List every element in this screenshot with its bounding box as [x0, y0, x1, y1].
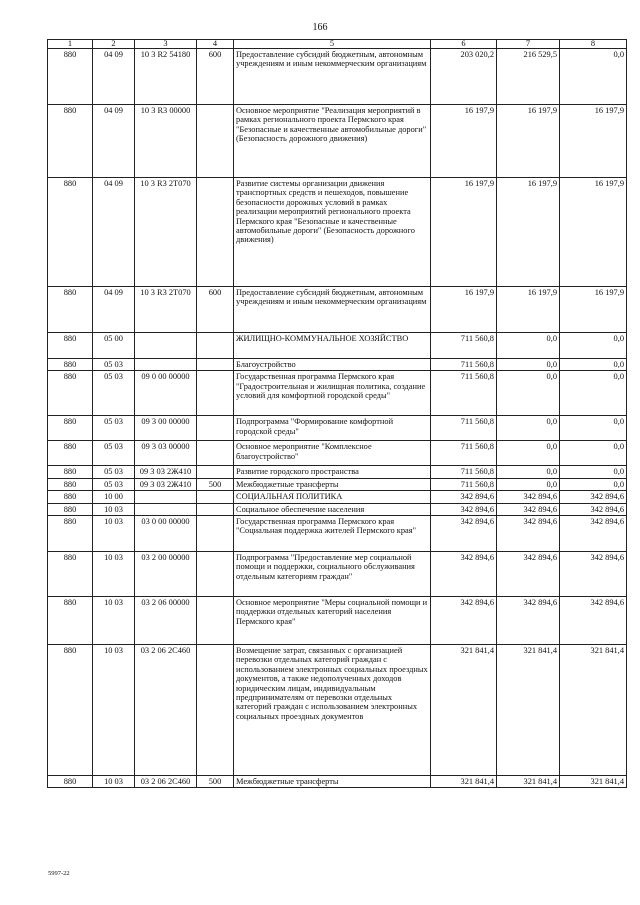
amount-year3-cell: 342 894,6	[560, 597, 627, 645]
item-name-cell: Подпрограмма "Формирование комфортной городской среды"	[234, 416, 431, 441]
table-row	[48, 359, 627, 371]
column-header: 8	[560, 40, 627, 49]
table-row	[48, 491, 627, 503]
table-row	[48, 333, 627, 359]
item-name-cell: Основное мероприятие "Меры социальной помощи и поддержки отдельных категорий населения Пермского края"	[234, 597, 431, 645]
document-code: 5997-22	[48, 870, 70, 877]
table-row	[48, 441, 627, 466]
amount-year2-cell: 0,0	[497, 478, 560, 490]
amount-year3-cell: 16 197,9	[560, 105, 627, 178]
item-name-cell: Подпрограмма "Предоставление мер социальной помощи и поддержки, социального обслуживания отдельным категориям граждан"	[234, 552, 431, 597]
table-header-row	[48, 40, 627, 49]
amount-year2-cell: 16 197,9	[497, 105, 560, 178]
amount-year2-cell: 0,0	[497, 333, 560, 359]
expense-type-cell	[197, 491, 234, 503]
table-row	[48, 371, 627, 416]
target-article-cell	[135, 333, 197, 359]
ministry-code-cell: 880	[48, 503, 93, 515]
section-code-cell: 10 03	[93, 552, 135, 597]
amount-year3-cell: 0,0	[560, 371, 627, 416]
amount-year2-cell: 321 841,4	[497, 645, 560, 776]
item-name-cell: Предоставление субсидий бюджетным, автономным учреждениям и иным некоммерческим организациям	[234, 287, 431, 333]
table-row	[48, 287, 627, 333]
section-code-cell: 10 03	[93, 597, 135, 645]
amount-year3-cell: 342 894,6	[560, 503, 627, 515]
item-name-cell: Развитие городского пространства	[234, 466, 431, 478]
expense-type-cell	[197, 503, 234, 515]
ministry-code-cell: 880	[48, 516, 93, 552]
item-name-cell: ЖИЛИЩНО-КОММУНАЛЬНОЕ ХОЗЯЙСТВО	[234, 333, 431, 359]
amount-year2-cell: 0,0	[497, 466, 560, 478]
section-code-cell: 04 09	[93, 178, 135, 287]
ministry-code-cell: 880	[48, 105, 93, 178]
amount-year1-cell: 16 197,9	[431, 178, 497, 287]
amount-year2-cell: 321 841,4	[497, 776, 560, 788]
item-name-cell: Развитие системы организации движения транспортных средств и пешеходов, повышение безопасности дорожных условий в рамках реализации мероприятий регионального проекта Пермского края "Безопасные и качественные автомобильные дороги" (Безопасность дорожного движения)	[234, 178, 431, 287]
column-header: 3	[135, 40, 197, 49]
column-header: 1	[48, 40, 93, 49]
expense-type-cell: 500	[197, 478, 234, 490]
item-name-cell: Государственная программа Пермского края "Социальная поддержка жителей Пермского края"	[234, 516, 431, 552]
expense-type-cell	[197, 645, 234, 776]
ministry-code-cell: 880	[48, 359, 93, 371]
column-header: 4	[197, 40, 234, 49]
target-article-cell: 09 3 00 00000	[135, 416, 197, 441]
amount-year2-cell: 216 529,5	[497, 49, 560, 105]
amount-year2-cell: 342 894,6	[497, 552, 560, 597]
amount-year3-cell: 342 894,6	[560, 491, 627, 503]
amount-year1-cell: 16 197,9	[431, 287, 497, 333]
amount-year1-cell: 342 894,6	[431, 491, 497, 503]
ministry-code-cell: 880	[48, 552, 93, 597]
expense-type-cell	[197, 416, 234, 441]
amount-year3-cell: 0,0	[560, 478, 627, 490]
amount-year2-cell: 0,0	[497, 416, 560, 441]
amount-year3-cell: 0,0	[560, 333, 627, 359]
expense-type-cell	[197, 466, 234, 478]
ministry-code-cell: 880	[48, 597, 93, 645]
section-code-cell: 05 03	[93, 478, 135, 490]
amount-year3-cell: 16 197,9	[560, 287, 627, 333]
amount-year1-cell: 342 894,6	[431, 552, 497, 597]
amount-year1-cell: 711 560,8	[431, 371, 497, 416]
amount-year1-cell: 711 560,8	[431, 333, 497, 359]
amount-year2-cell: 342 894,6	[497, 503, 560, 515]
ministry-code-cell: 880	[48, 491, 93, 503]
ministry-code-cell: 880	[48, 416, 93, 441]
amount-year1-cell: 711 560,8	[431, 466, 497, 478]
ministry-code-cell: 880	[48, 178, 93, 287]
table-row	[48, 597, 627, 645]
amount-year2-cell: 342 894,6	[497, 597, 560, 645]
amount-year3-cell: 0,0	[560, 466, 627, 478]
ministry-code-cell: 880	[48, 466, 93, 478]
target-article-cell: 09 3 03 2Ж410	[135, 466, 197, 478]
expense-type-cell	[197, 441, 234, 466]
amount-year1-cell: 711 560,8	[431, 416, 497, 441]
amount-year3-cell: 321 841,4	[560, 776, 627, 788]
target-article-cell: 09 3 03 2Ж410	[135, 478, 197, 490]
target-article-cell: 09 0 00 00000	[135, 371, 197, 416]
item-name-cell: Основное мероприятие "Реализация мероприятий в рамках регионального проекта Пермского края "Безопасные и качественные автомобильные дороги" (Безопасность дорожного движения)	[234, 105, 431, 178]
item-name-cell: СОЦИАЛЬНАЯ ПОЛИТИКА	[234, 491, 431, 503]
ministry-code-cell: 880	[48, 49, 93, 105]
section-code-cell: 04 09	[93, 105, 135, 178]
item-name-cell: Межбюджетные трансферты	[234, 776, 431, 788]
amount-year2-cell: 0,0	[497, 371, 560, 416]
amount-year3-cell: 321 841,4	[560, 645, 627, 776]
section-code-cell: 05 03	[93, 416, 135, 441]
amount-year1-cell: 342 894,6	[431, 503, 497, 515]
target-article-cell: 03 2 06 2С460	[135, 645, 197, 776]
amount-year1-cell: 321 841,4	[431, 776, 497, 788]
target-article-cell: 10 3 R3 2Т070	[135, 287, 197, 333]
column-header: 5	[234, 40, 431, 49]
target-article-cell: 10 3 R3 00000	[135, 105, 197, 178]
amount-year3-cell: 0,0	[560, 416, 627, 441]
amount-year2-cell: 16 197,9	[497, 178, 560, 287]
target-article-cell	[135, 503, 197, 515]
amount-year3-cell: 0,0	[560, 49, 627, 105]
section-code-cell: 04 09	[93, 49, 135, 105]
ministry-code-cell: 880	[48, 645, 93, 776]
amount-year3-cell: 16 197,9	[560, 178, 627, 287]
table-row	[48, 178, 627, 287]
expense-type-cell	[197, 178, 234, 287]
table-row	[48, 776, 627, 788]
table-row	[48, 478, 627, 490]
section-code-cell: 05 03	[93, 466, 135, 478]
amount-year2-cell: 0,0	[497, 359, 560, 371]
table-row	[48, 516, 627, 552]
ministry-code-cell: 880	[48, 371, 93, 416]
section-code-cell: 10 00	[93, 491, 135, 503]
amount-year1-cell: 711 560,8	[431, 478, 497, 490]
item-name-cell: Основное мероприятие "Комплексное благоустройство"	[234, 441, 431, 466]
table-row	[48, 466, 627, 478]
amount-year2-cell: 342 894,6	[497, 516, 560, 552]
section-code-cell: 10 03	[93, 776, 135, 788]
column-header: 6	[431, 40, 497, 49]
amount-year2-cell: 342 894,6	[497, 491, 560, 503]
ministry-code-cell: 880	[48, 776, 93, 788]
target-article-cell: 03 2 00 00000	[135, 552, 197, 597]
amount-year1-cell: 321 841,4	[431, 645, 497, 776]
target-article-cell: 03 2 06 2С460	[135, 776, 197, 788]
expense-type-cell	[197, 516, 234, 552]
ministry-code-cell: 880	[48, 441, 93, 466]
amount-year1-cell: 342 894,6	[431, 597, 497, 645]
target-article-cell	[135, 359, 197, 371]
budget-table	[47, 39, 627, 788]
amount-year3-cell: 342 894,6	[560, 516, 627, 552]
expense-type-cell	[197, 597, 234, 645]
section-code-cell: 05 03	[93, 371, 135, 416]
item-name-cell: Межбюджетные трансферты	[234, 478, 431, 490]
column-header: 2	[93, 40, 135, 49]
target-article-cell: 10 3 R3 2Т070	[135, 178, 197, 287]
table-row	[48, 552, 627, 597]
target-article-cell	[135, 491, 197, 503]
amount-year2-cell: 16 197,9	[497, 287, 560, 333]
expense-type-cell	[197, 359, 234, 371]
expense-type-cell: 500	[197, 776, 234, 788]
section-code-cell: 05 03	[93, 441, 135, 466]
amount-year2-cell: 0,0	[497, 441, 560, 466]
target-article-cell: 09 3 03 00000	[135, 441, 197, 466]
expense-type-cell: 600	[197, 49, 234, 105]
amount-year1-cell: 16 197,9	[431, 105, 497, 178]
column-header: 7	[497, 40, 560, 49]
ministry-code-cell: 880	[48, 333, 93, 359]
section-code-cell: 10 03	[93, 645, 135, 776]
table-row	[48, 503, 627, 515]
item-name-cell: Государственная программа Пермского края "Градостроительная и жилищная политика, создание условий для комфортной городской среды"	[234, 371, 431, 416]
section-code-cell: 10 03	[93, 503, 135, 515]
section-code-cell: 10 03	[93, 516, 135, 552]
amount-year3-cell: 342 894,6	[560, 552, 627, 597]
section-code-cell: 05 00	[93, 333, 135, 359]
target-article-cell: 03 2 06 00000	[135, 597, 197, 645]
ministry-code-cell: 880	[48, 287, 93, 333]
item-name-cell: Предоставление субсидий бюджетным, автономным учреждениям и иным некоммерческим организациям	[234, 49, 431, 105]
section-code-cell: 05 03	[93, 359, 135, 371]
expense-type-cell	[197, 333, 234, 359]
table-row	[48, 49, 627, 105]
item-name-cell: Возмещение затрат, связанных с организацией перевозки отдельных категорий граждан с использованием электронных социальных проездных документов, а также недополученных доходов юридическим лицам, индивидуальным предпринимателям от перевозки отдельных категорий граждан с использованием электронных социальных проездных документов	[234, 645, 431, 776]
page-number: 166	[312, 22, 328, 33]
amount-year1-cell: 711 560,8	[431, 359, 497, 371]
table-row	[48, 105, 627, 178]
amount-year3-cell: 0,0	[560, 441, 627, 466]
item-name-cell: Социальное обеспечение населения	[234, 503, 431, 515]
amount-year1-cell: 203 020,2	[431, 49, 497, 105]
amount-year1-cell: 711 560,8	[431, 441, 497, 466]
target-article-cell: 10 3 R2 54180	[135, 49, 197, 105]
expense-type-cell	[197, 371, 234, 416]
amount-year3-cell: 0,0	[560, 359, 627, 371]
item-name-cell: Благоустройство	[234, 359, 431, 371]
expense-type-cell	[197, 552, 234, 597]
expense-type-cell	[197, 105, 234, 178]
expense-type-cell: 600	[197, 287, 234, 333]
table-row	[48, 645, 627, 776]
table-row	[48, 416, 627, 441]
target-article-cell: 03 0 00 00000	[135, 516, 197, 552]
ministry-code-cell: 880	[48, 478, 93, 490]
section-code-cell: 04 09	[93, 287, 135, 333]
amount-year1-cell: 342 894,6	[431, 516, 497, 552]
